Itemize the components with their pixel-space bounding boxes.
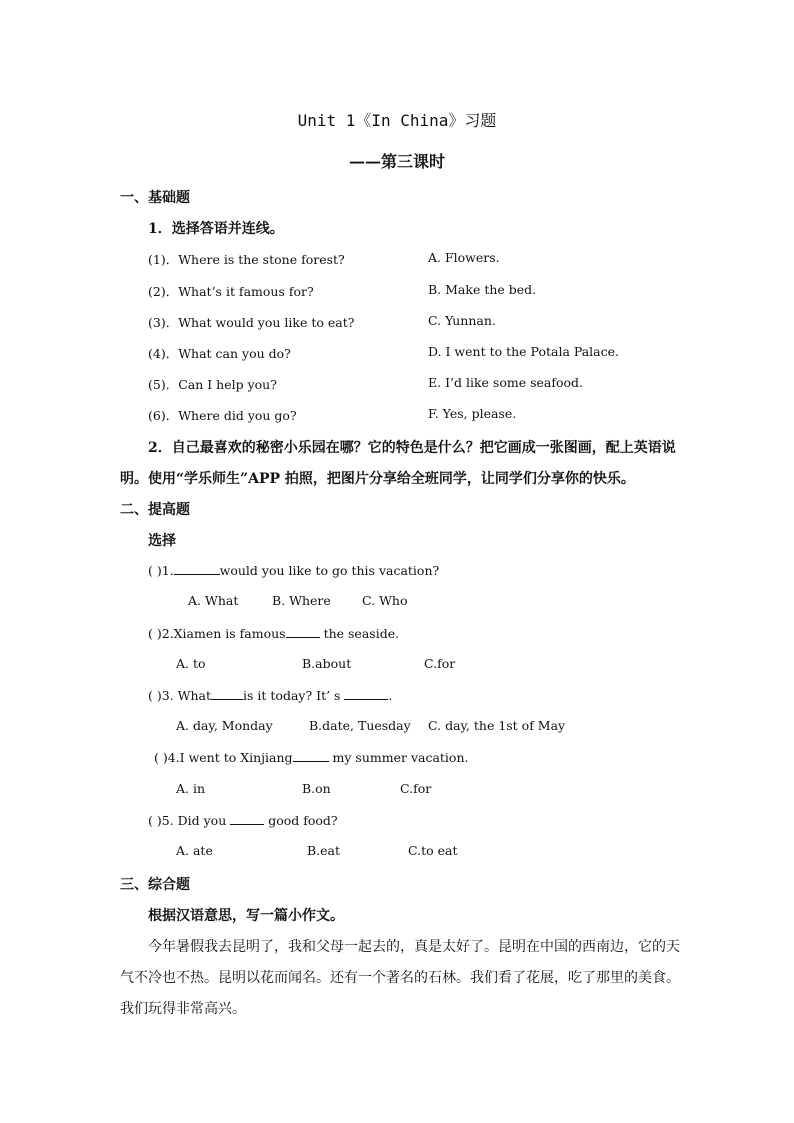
choice-question-5 — [148, 812, 338, 828]
q1-left-2: (2)．What’s it famous for? — [148, 284, 314, 299]
essay-line-1: 今年暑假我去昆明了，我和父母一起去的，真是太好了。昆明在中国的西南边，它的天 — [148, 939, 680, 955]
section1-heading: 一、基础题 — [120, 190, 190, 206]
question-text: the seaside. — [319, 626, 400, 641]
question-text: would you like to go this vacation? — [219, 563, 440, 578]
section2-sub: 选择 — [148, 533, 176, 549]
q1-option-b: B. Where — [272, 593, 331, 608]
essay-line-2: 气不冷也不热。昆明以花而闻名。还有一个著名的石林。我们看了花展，吃了那里的美食。 — [120, 970, 680, 986]
question-text: Did you — [173, 813, 231, 828]
section3-heading: 三、综合题 — [120, 877, 190, 893]
question-text: good food? — [264, 813, 338, 828]
q1-right-d: D. I went to the Potala Palace. — [428, 344, 619, 359]
q1-option-a: A. What — [188, 593, 239, 608]
choice-question-3 — [148, 687, 392, 703]
choice-question-4 — [154, 749, 468, 765]
q2-option-c: C.for — [424, 656, 456, 671]
q5-option-c: C.to eat — [408, 843, 458, 858]
question-text: is it today? It’ s — [243, 688, 345, 703]
q2-option-b: B.about — [302, 656, 352, 671]
fill-blank[interactable] — [174, 562, 220, 575]
q1-left-3: (3)．What would you like to eat? — [148, 315, 355, 330]
fill-blank[interactable] — [211, 687, 243, 700]
fill-blank[interactable] — [293, 749, 329, 762]
q2-option-a: A. to — [176, 656, 206, 671]
answer-paren[interactable]: ( )3. — [148, 688, 174, 703]
q4-option-a: A. in — [176, 781, 206, 796]
answer-paren[interactable]: ( )5. — [148, 813, 174, 828]
q3-option-b: B.date, Tuesday — [309, 718, 411, 733]
q1-option-c: C. Who — [362, 593, 408, 608]
page-subtitle: ——第三课时 — [348, 152, 445, 171]
q3-option-c: C. day, the 1st of May — [428, 718, 566, 733]
q1-label: 1．选择答语并连线。 — [148, 221, 284, 237]
q1-right-a: A. Flowers. — [428, 250, 500, 265]
question-text: Xiamen is famous — [173, 626, 286, 641]
q4-option-b: B.on — [302, 781, 331, 796]
q4-option-c: C.for — [400, 781, 432, 796]
question-text: . — [388, 688, 393, 703]
section3-sub: 根据汉语意思，写一篇小作文。 — [148, 908, 344, 924]
essay-line-3: 我们玩得非常高兴。 — [120, 1001, 246, 1017]
q1-left-5: (5)．Can I help you? — [148, 377, 277, 392]
q3-option-a: A. day, Monday — [176, 718, 273, 733]
section2-heading: 二、提高题 — [120, 502, 190, 518]
question-text: What — [173, 688, 212, 703]
choice-question-2 — [148, 625, 399, 641]
q5-option-a: A. ate — [176, 843, 213, 858]
q1-right-f: F. Yes, please. — [428, 406, 517, 421]
q5-option-b: B.eat — [307, 843, 341, 858]
question-text: my summer vacation. — [328, 750, 469, 765]
answer-paren[interactable]: ( )1. — [148, 563, 174, 578]
q1-left-6: (6)．Where did you go? — [148, 408, 297, 423]
q1-right-c: C. Yunnan. — [428, 313, 496, 328]
q2-line-2: 明。使用“学乐师生”APP 拍照，把图片分享给全班同学，让同学们分享你的快乐。 — [120, 471, 635, 487]
answer-paren[interactable]: ( )4. — [154, 750, 180, 765]
answer-paren[interactable]: ( )2. — [148, 626, 174, 641]
q1-left-1: (1)．Where is the stone forest? — [148, 252, 345, 267]
fill-blank[interactable] — [286, 625, 320, 638]
q1-left-4: (4)．What can you do? — [148, 346, 291, 361]
fill-blank[interactable] — [230, 812, 264, 825]
q1-right-b: B. Make the bed. — [428, 282, 537, 297]
q1-right-e: E. I’d like some seafood. — [428, 375, 583, 390]
choice-question-1 — [148, 562, 439, 578]
page-title: Unit 1《In China》习题 — [297, 111, 497, 130]
fill-blank[interactable] — [344, 687, 388, 700]
q2-line-1: 2．自己最喜欢的秘密小乐园在哪？它的特色是什么？把它画成一张图画，配上英语说 — [148, 440, 676, 456]
question-text: I went to Xinjiang — [179, 750, 293, 765]
